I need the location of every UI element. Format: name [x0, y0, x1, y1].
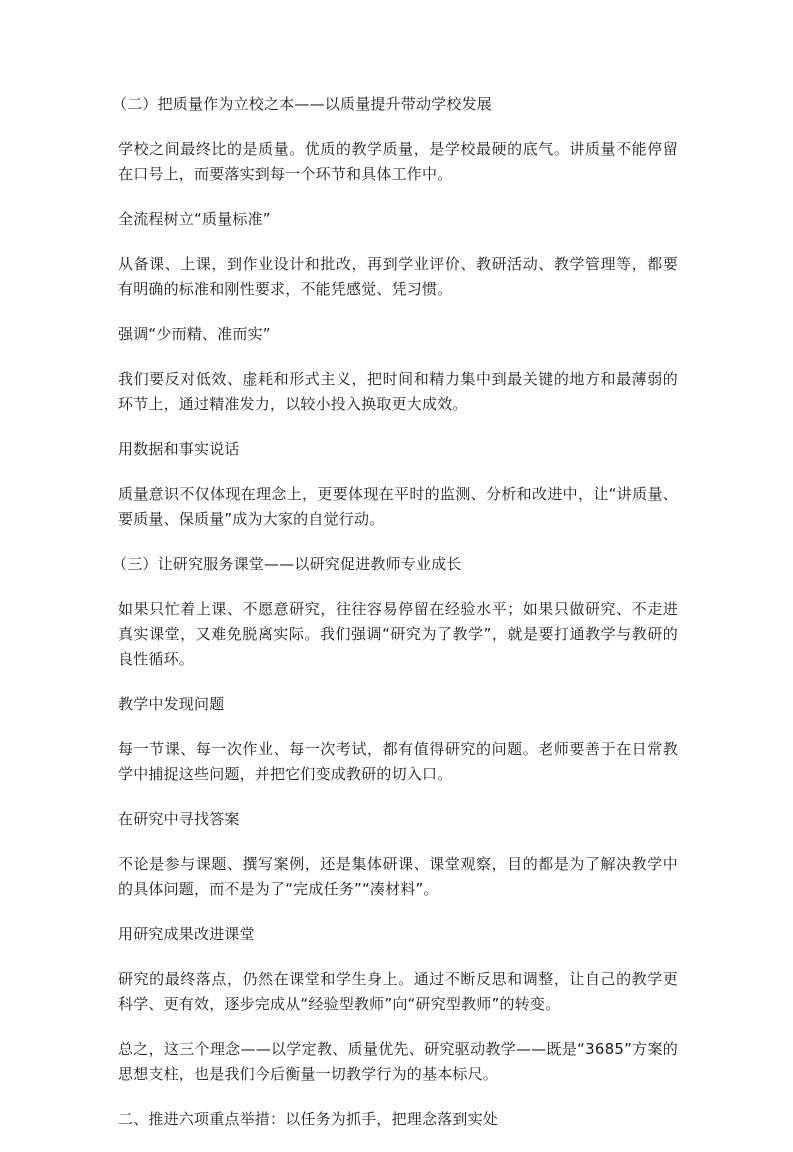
document-body [112, 92, 678, 1152]
paragraph-quality-standard: 从备课、上课，到作业设计和批改，再到学业评价、教研活动、教学管理等，都要有明确的标准和刚性要求，不能凭感觉、凭习惯。 [118, 255, 678, 298]
section-heading-quality: （二）把质量作为立校之本——以质量提升带动学校发展 [112, 95, 493, 113]
paragraph-research-intro: 如果只忙着上课、不愿意研究，往往容易停留在经验水平；如果只做研究、不走进真实课堂，又难免脱离实际。我们强调“研究为了教学”，就是要打通教学与教研的良性循环。 [118, 600, 678, 668]
paragraph-summary: 总之，这三个理念——以学定教、质量优先、研究驱动教学——既是“3685”方案的思想支柱，也是我们今后衡量一切教学行为的基本标尺。 [118, 1040, 678, 1083]
section-heading-research: （三）让研究服务课堂——以研究促进教师专业成长 [112, 555, 462, 573]
subheading-improve-class: 用研究成果改进课堂 [118, 925, 255, 943]
subheading-find-problems: 教学中发现问题 [118, 695, 225, 713]
subheading-quality-standard: 全流程树立“质量标准” [118, 210, 271, 228]
subheading-less-but-better: 强调“少而精、准而实” [118, 325, 271, 343]
section-heading-six-measures: 二、推进六项重点举措：以任务为抓手，把理念落到实处 [118, 1110, 499, 1128]
paragraph-quality-intro: 学校之间最终比的是质量。优质的教学质量，是学校最硬的底气。讲质量不能停留在口号上，而要落实到每一个环节和具体工作中。 [118, 140, 678, 183]
paragraph-find-problems: 每一节课、每一次作业、每一次考试，都有值得研究的问题。老师要善于在日常教学中捕捉这些问题，并把它们变成教研的切入口。 [118, 740, 678, 783]
paragraph-find-answers: 不论是参与课题、撰写案例，还是集体研课、课堂观察，目的都是为了解决教学中的具体问题，而不是为了“完成任务”“凑材料”。 [118, 855, 678, 898]
subheading-data-facts: 用数据和事实说话 [118, 440, 240, 458]
paragraph-less-but-better: 我们要反对低效、虚耗和形式主义，把时间和精力集中到最关键的地方和最薄弱的环节上，通过精准发力，以较小投入换取更大成效。 [118, 370, 678, 413]
subheading-find-answers: 在研究中寻找答案 [118, 810, 240, 828]
paragraph-improve-class: 研究的最终落点，仍然在课堂和学生身上。通过不断反思和调整，让自己的教学更科学、更有效，逐步完成从“经验型教师”向“研究型教师”的转变。 [118, 970, 678, 1013]
paragraph-data-facts: 质量意识不仅体现在理念上，更要体现在平时的监测、分析和改进中，让“讲质量、要质量、保质量”成为大家的自觉行动。 [118, 485, 678, 528]
